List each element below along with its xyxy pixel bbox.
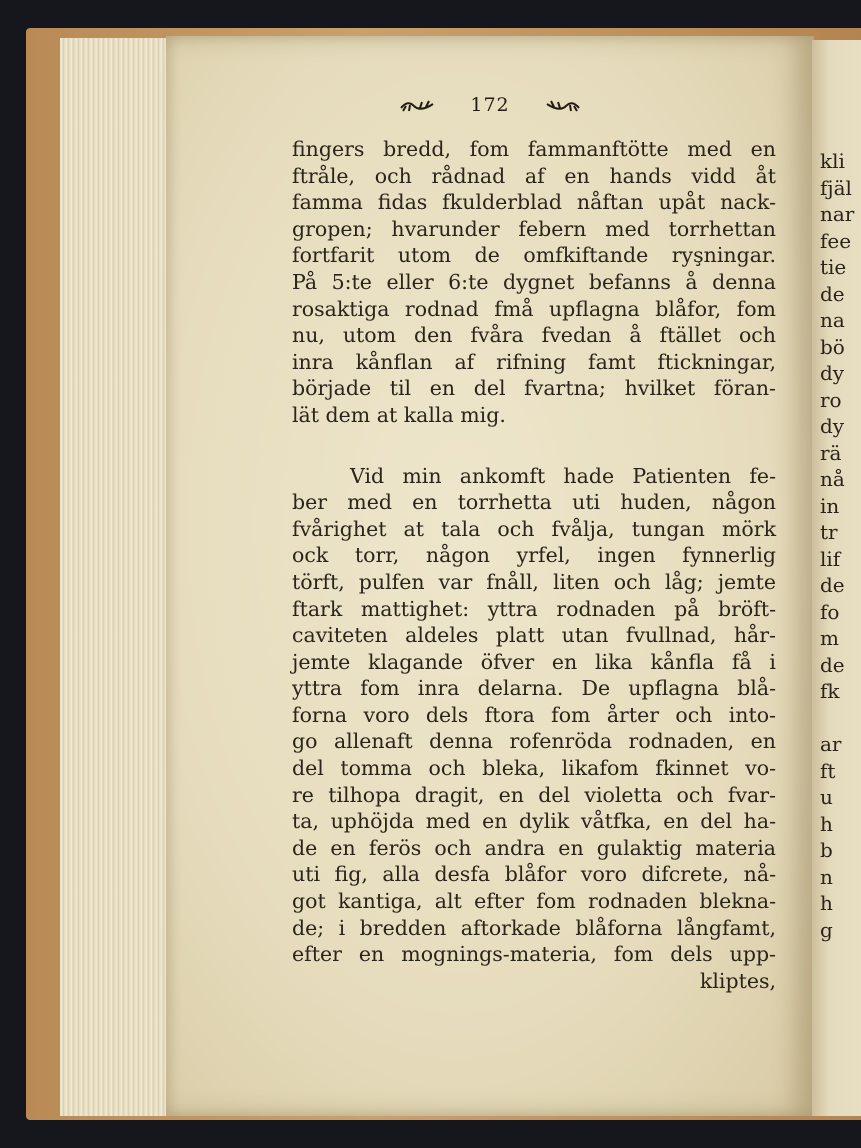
- facing-fragment: nå: [820, 467, 845, 491]
- facing-fragment: m: [820, 626, 839, 650]
- facing-fragment: tie: [820, 255, 847, 279]
- facing-fragment: in: [820, 493, 840, 518]
- facing-fragment: dy: [820, 361, 845, 385]
- text-line: törft, pulfen var fnåll, liten och låg; jemte: [292, 569, 776, 594]
- facing-fragment: de: [820, 281, 845, 306]
- text-line: rosaktiga rodnad fmå upflagna blåfor, fom: [292, 296, 776, 321]
- leaf-ornament-left-icon: [400, 100, 434, 112]
- facing-fragment: ro: [820, 387, 842, 412]
- text-line: ber med en torrhetta uti huden, någon: [292, 490, 776, 515]
- text-line: jemte klagande öfver en lika kånfla få i: [292, 649, 776, 674]
- page-header: [166, 94, 814, 116]
- text-line: gropen; hvarunder febern med torrhettan: [292, 216, 776, 241]
- text-line: del tomma och bleka, likafom fkinnet vo-: [292, 756, 776, 781]
- text-line: nu, utom den fvåra fvedan å ftället och: [292, 323, 776, 348]
- facing-fragment: b: [820, 838, 833, 862]
- text-line: ta, uphöjda med en dylik våtfka, en del ha-: [292, 809, 776, 834]
- facing-fragment: g: [820, 917, 833, 942]
- text-line: yttra fom inra delarna. De upflagna blå-: [292, 676, 776, 701]
- facing-fragment: de: [820, 652, 845, 677]
- text-line: forna voro dels ftora fom årter och into-: [292, 702, 776, 727]
- facing-fragment: rä: [820, 440, 842, 465]
- text-line: fingers bredd, fom fammanftötte med en: [292, 137, 776, 161]
- text-line: go allenaft denna rofenröda rodnaden, en: [292, 729, 776, 754]
- facing-fragment: fo: [820, 599, 840, 624]
- text-line: började til en del fvartna; hvilket föran-: [292, 376, 776, 401]
- facing-fragment: h: [820, 811, 833, 836]
- page-body-text: [292, 136, 776, 994]
- page-number: 172: [470, 94, 510, 116]
- facing-fragment: u: [820, 785, 833, 809]
- facing-fragment: [812, 705, 861, 732]
- facing-fragment: n: [820, 864, 833, 889]
- facing-fragment: lif: [820, 546, 841, 571]
- text-line: Vid min ankomft hade Patienten fe-: [350, 463, 776, 488]
- text-line: lät dem at kalla mig.: [292, 402, 506, 427]
- facing-fragment: ft: [820, 758, 836, 783]
- facing-fragment: bö: [820, 334, 845, 359]
- facing-fragment: fjäl: [820, 175, 852, 200]
- text-line: got kantiga, alt efter fom rodnaden blekna-: [292, 889, 776, 914]
- catchword: kliptes,: [699, 968, 776, 993]
- text-line: de; i bredden aftorkade blåforna långfamt,: [292, 915, 776, 940]
- text-line: efter en mognings-materia, fom dels upp-: [292, 942, 776, 967]
- text-line: caviteten aldeles platt utan fvullnad, hår-: [292, 623, 776, 648]
- text-line: famma fidas fkulderblad nåftan upåt nack-: [292, 190, 776, 215]
- text-line: fortfarit utom de omfkiftande ryşningar.: [292, 243, 776, 268]
- facing-fragment: ar: [820, 732, 842, 756]
- facing-fragment: nar: [820, 202, 855, 226]
- text-line: ftark mattighet: yttra rodnaden på bröft-: [292, 596, 776, 621]
- facing-page-fragments: [812, 40, 861, 943]
- book-page: [166, 36, 814, 1116]
- facing-page-edge: [812, 40, 861, 1116]
- facing-fragment: h: [820, 891, 833, 915]
- facing-fragment: tr: [820, 520, 838, 544]
- facing-fragment: dy: [820, 414, 845, 438]
- leaf-ornament-right-icon: [546, 100, 580, 112]
- text-line: fvårighet at tala och fvålja, tungan mörk: [292, 516, 776, 541]
- facing-fragment: fee: [820, 228, 852, 253]
- text-line: ftråle, och rådnad af en hands vidd åt: [292, 163, 776, 188]
- page-stack-edge: [60, 38, 171, 1116]
- text-line: På 5:te eller 6:te dygnet befanns å denna: [292, 269, 776, 294]
- facing-fragment: kli: [820, 149, 845, 173]
- facing-fragment: de: [820, 573, 845, 597]
- text-line: re tilhopa dragit, en del violetta och fvar-: [292, 782, 776, 807]
- text-line: inra kånflan af rifning famt ftickningar,: [292, 349, 776, 374]
- text-line: uti fig, alla desfa blåfor voro difcrete, nå-: [292, 862, 776, 887]
- facing-fragment: na: [820, 308, 845, 332]
- text-line: ock torr, någon yrfel, ingen fynnerlig: [292, 543, 776, 568]
- text-line: de en ferös och andra en gulaktig materia: [292, 835, 776, 860]
- facing-fragment: fk: [820, 679, 840, 703]
